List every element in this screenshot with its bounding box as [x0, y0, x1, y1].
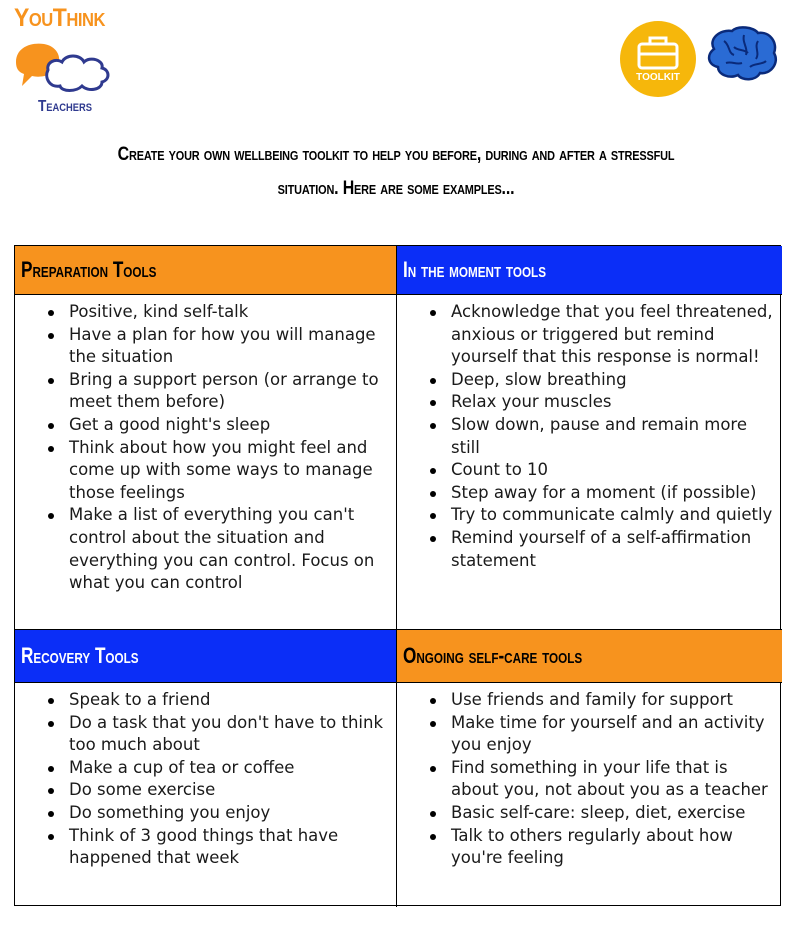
speech-bubbles-icon [12, 40, 118, 102]
toolkit-badge [619, 20, 697, 98]
ongoing-title: Ongoing self-care tools [403, 643, 583, 668]
list-item: Speak to a friend [15, 689, 388, 712]
list-item: Relax your muscles [397, 391, 774, 414]
list-item: Think about how you might feel and come up with some ways to manage those feelings [15, 437, 388, 505]
brain-icon [704, 25, 778, 85]
list-item: Step away for a moment (if possible) [397, 482, 774, 505]
list-item: Remind yourself of a self-affirmation statement [397, 527, 774, 572]
list-item: Get a good night's sleep [15, 414, 388, 437]
heading-line: Create your own wellbeing toolkit to help you before, during and after a stressful [117, 144, 675, 165]
list-item: Try to communicate calmly and quietly [397, 504, 774, 527]
list-item: Find something in your life that is about you, not about you as a teacher [397, 757, 774, 802]
list-item: Use friends and family for support [397, 689, 774, 712]
ongoing-header [397, 630, 782, 683]
list-item: Basic self-care: sleep, diet, exercise [397, 802, 774, 825]
preparation-title: Preparation Tools [21, 257, 157, 282]
list-item: Acknowledge that you feel threatened, anxious or triggered but remind yourself that this response is normal! [397, 301, 774, 369]
list-item: Talk to others regularly about how you're feeling [397, 825, 774, 870]
preparation-header [15, 246, 397, 295]
heading-line: situation. Here are some examples... [277, 178, 515, 199]
logo-subtitle: Teachers [38, 98, 93, 115]
list-item: Count to 10 [397, 459, 774, 482]
in-the-moment-list [397, 295, 782, 572]
list-item: Deep, slow breathing [397, 369, 774, 392]
toolkit-label: TOOLKIT [636, 72, 680, 83]
youthink-logo [12, 4, 122, 124]
list-item: Slow down, pause and remain more still [397, 414, 774, 459]
in-the-moment-cell [397, 295, 782, 630]
toolkit-table [14, 245, 781, 906]
ongoing-list [397, 683, 782, 870]
ongoing-cell [397, 683, 782, 907]
list-item: Do some exercise [15, 779, 388, 802]
list-item: Think of 3 good things that have happened that week [15, 825, 388, 870]
toolbox-icon [619, 20, 697, 98]
list-item: Have a plan for how you will manage the situation [15, 324, 388, 369]
in-the-moment-title: In the moment tools [403, 257, 547, 282]
list-item: Positive, kind self-talk [15, 301, 388, 324]
recovery-title: Recovery Tools [21, 643, 139, 668]
recovery-header [15, 630, 397, 683]
preparation-list [15, 295, 396, 595]
recovery-cell [15, 683, 397, 907]
logo-title: YouThink [14, 4, 106, 32]
preparation-cell [15, 295, 397, 630]
list-item: Bring a support person (or arrange to meet them before) [15, 369, 388, 414]
list-item: Make time for yourself and an activity you enjoy [397, 712, 774, 757]
in-the-moment-header [397, 246, 782, 295]
list-item: Make a list of everything you can't control about the situation and everything you can control. Focus on what you can control [15, 504, 388, 594]
recovery-list [15, 683, 396, 870]
list-item: Make a cup of tea or coffee [15, 757, 388, 780]
list-item: Do something you enjoy [15, 802, 388, 825]
page-heading [114, 138, 678, 206]
list-item: Do a task that you don't have to think too much about [15, 712, 388, 757]
